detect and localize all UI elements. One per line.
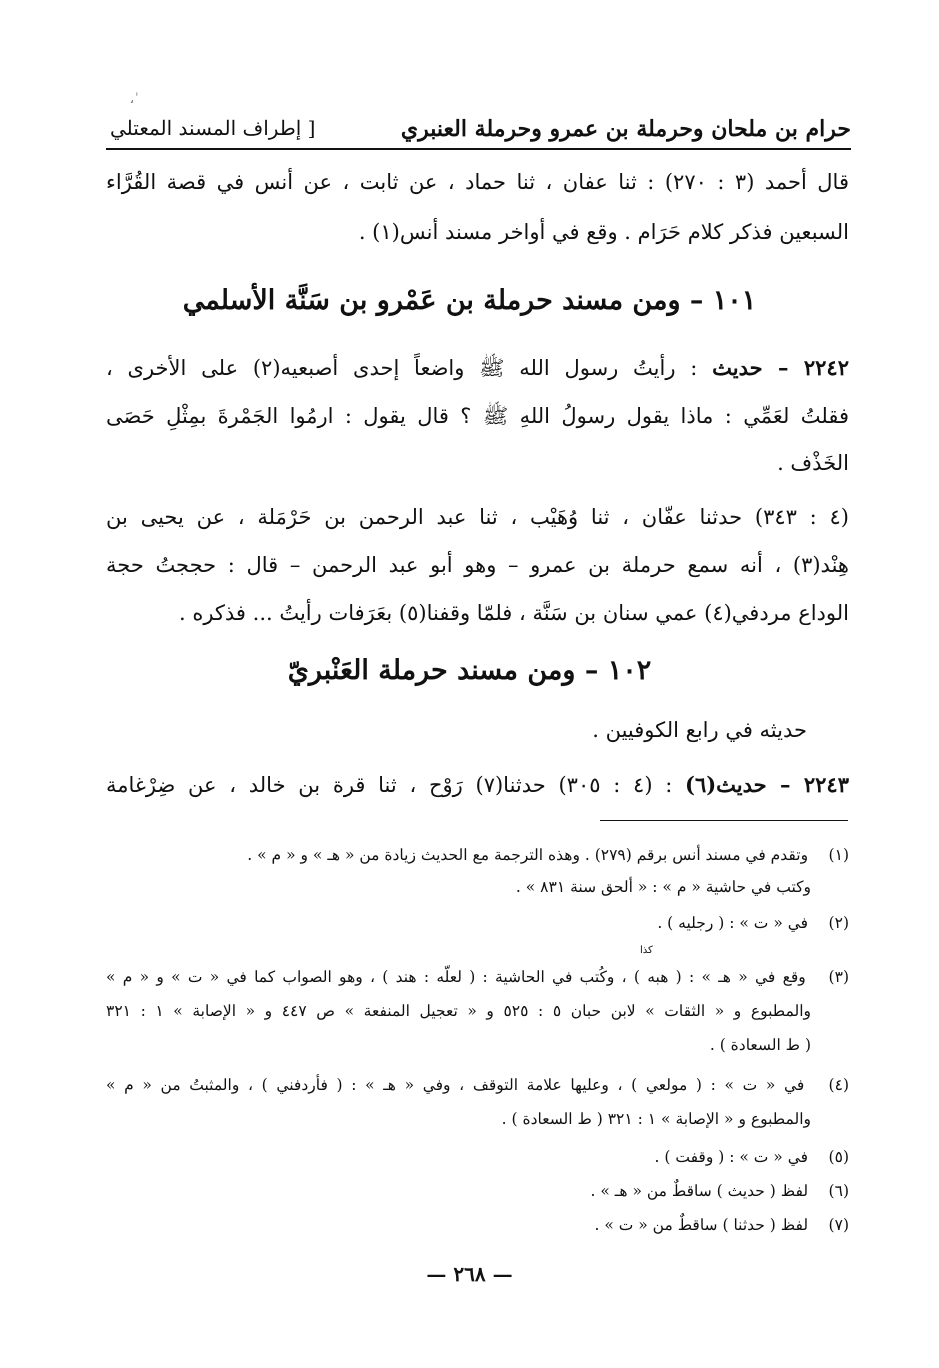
footnote-5-number: (٥) [828,1148,849,1166]
section-heading-102: ١٠٢ – ومن مسند حرملة العَنْبريّ [287,655,652,686]
footnote-5 [655,1148,849,1166]
hadith-2242-text-1: : رأيتُ رسول الله ﷺ واضعاً إحدى أصبعيه(٢) على الأخرى ، [106,356,698,380]
footnote-7 [594,1216,849,1234]
para3: حديثه في رابع الكوفيين . [592,718,807,742]
para1-line-1: قال أحمد (٣ : ٢٧٠) : ثنا عفان ، ثنا حماد ، عن ثابت ، عن أنس في قصة القُرَّاء [106,170,849,194]
footnote-4-text-1: في « ت » : ( مولعي ) ، وعليها علامة التوقف ، وفي « هـ » : ( فأردفني ) ، والمثبتُ من « م » [106,1076,805,1094]
footnote-3-text-1: وقع في « هـ » : ( هبه ) ، وكُتب في الحاشية : ( لعلّه : هند ) ، وهو الصواب كما في « ت » و « م » [106,968,806,986]
footnote-7-number: (٧) [828,1216,849,1234]
footnote-1-number: (١) [828,846,849,864]
hadith-2243-line [106,772,849,797]
footnote-1-line-2: وكتب في حاشية « م » : « ألحق سنة ٨٣١ » . [515,878,811,896]
footnote-2-number: (٢) [828,914,849,932]
footnote-3-line-1 [106,968,849,986]
hadith-2242-line-1 [106,355,849,386]
page-number: — ٢٦٨ — [426,1262,513,1286]
footnote-6-number: (٦) [828,1182,849,1200]
footnote-1-text-1: وتقدم في مسند أنس برقم (٢٧٩) . وهذه الترجمة مع الحديث زيادة من « هـ » و « م » . [247,846,809,864]
footnote-5-text: في « ت » : ( وقفت ) . [654,1148,809,1166]
hadith-2242-line-3: الخَذْف . [777,451,849,475]
footnote-rule [600,820,848,821]
hadith-2242-number: ٢٢٤٢ – حديث [712,355,849,380]
hadith-2242-line-2: فقلتُ لعَمِّي : ماذا يقول رسولُ اللهِ ﷺ ؟ قال يقول : ارمُوا الجَمْرةَ بمِثْلِ حَصَى [106,404,849,428]
marginal-note-kadha: كذا [640,945,653,956]
footnote-4-number: (٤) [828,1076,849,1094]
footnote-6 [591,1182,849,1200]
header-rule [106,148,851,150]
para1-line-2: السبعين فذكر كلام حَرَام . وقع في أواخر مسند أنس(١) . [358,220,849,244]
corner-mark: ، ٰ [130,92,138,106]
footnote-4-line-2: والمطبوع و « الإصابة » ١ : ٣٢١ ( ط السعادة ) . [501,1110,811,1128]
hadith-2243-text: : (٤ : ٣٠٥) حدثنا(٧) رَوْح ، ثنا قرة بن خالد ، عن ضِرْغامة [106,773,673,797]
footnote-4-line-1 [106,1076,849,1094]
para2-line-3: الوداع مردفي(٤) عمي سنان بن سَنَّة ، فلمّا وقفنا(٥) بعَرَفات رأيتُ ... فذكره . [178,601,849,625]
footnote-1-line-1 [247,846,849,864]
footnote-6-text: لفظ ( حديث ) ساقطٌ من « هـ » . [590,1182,809,1200]
running-header-book: [ إطراف المسند المعتلي [110,116,316,140]
section-heading-101: ١٠١ – ومن مسند حرملة بن عَمْرو بن سَنَّة الأسلمي [182,285,757,316]
para2-line-1: (٤ : ٣٤٣) حدثنا عفّان ، ثنا وُهَيْب ، ثنا عبد الرحمن بن حَرْمَلة ، عن يحيى بن [106,505,849,529]
footnote-2-text: في « ت » : ( رجليه ) . [657,914,809,932]
hadith-2243-number: ٢٢٤٣ – حديث(٦) [685,772,849,797]
running-header-title: حرام بن ملحان وحرملة بن عمرو وحرملة العنبري [400,116,851,142]
footnote-7-text: لفظ ( حدثنا ) ساقطٌ من « ت » . [594,1216,809,1234]
footnote-3-line-2: والمطبوع و « الثقات » لابن حبان ٥ : ٥٢٥ و « تعجيل المنفعة » ص ٤٤٧ و « الإصابة » ١ : ٣٢١ [106,1002,811,1020]
footnote-2 [657,914,849,932]
para2-line-2: هِنْد(٣) ، أنه سمع حرملة بن عمرو – وهو أبو عبد الرحمن – قال : حججتُ حجة [106,553,849,577]
footnote-3-number: (٣) [828,968,849,986]
footnote-3-line-3: ( ط السعادة ) . [709,1036,811,1054]
